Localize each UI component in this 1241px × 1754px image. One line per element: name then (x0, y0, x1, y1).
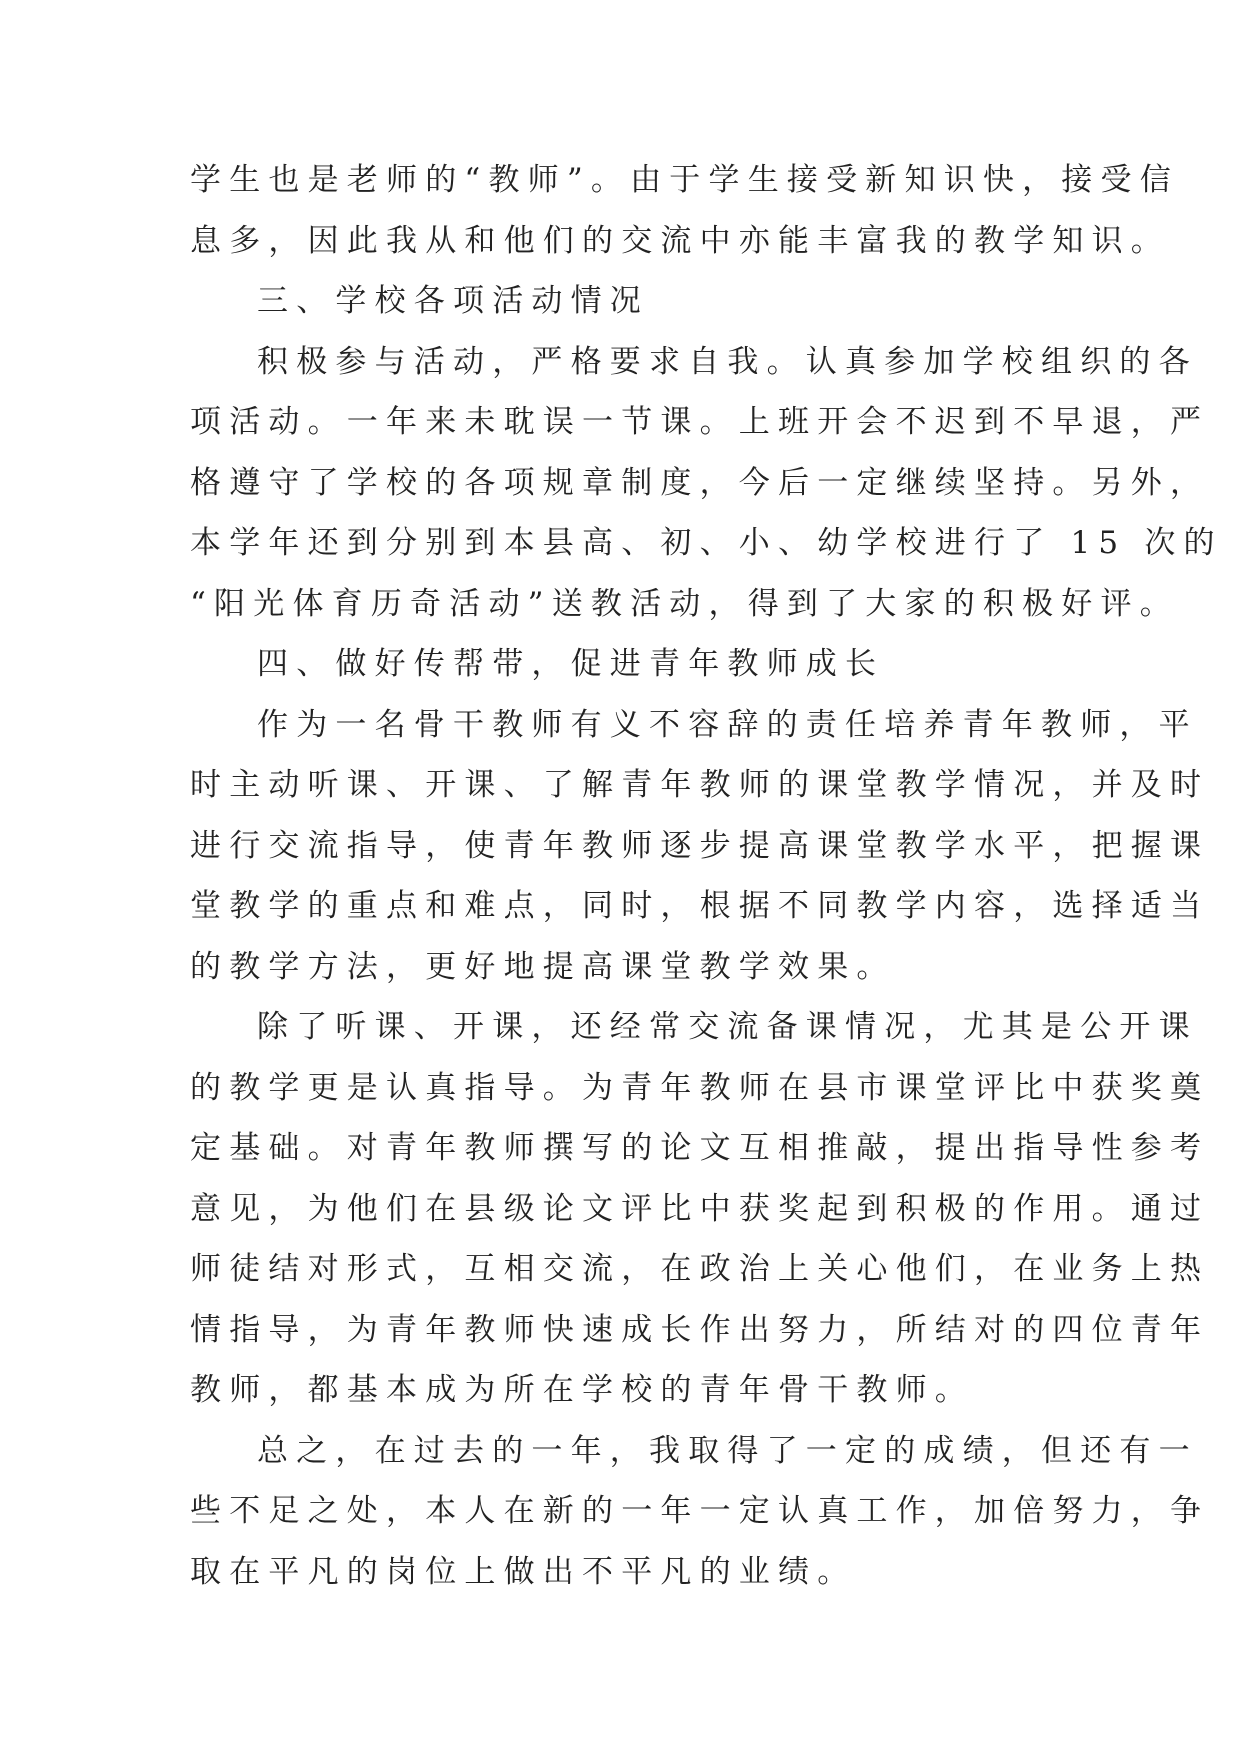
text-line: 总之，在过去的一年，我取得了一定的成绩，但还有一 (257, 1432, 1198, 1469)
text-line: 时主动听课、开课、了解青年教师的课堂教学情况，并及时 (190, 767, 1210, 803)
text-line: 堂教学的重点和难点，同时，根据不同教学内容，选择适当 (190, 888, 1210, 924)
text-line: 格遵守了学校的各项规章制度，今后一定继续坚持。另外， (190, 464, 1210, 501)
text-line: 情指导，为青年教师快速成长作出努力，所结对的四位青年 (190, 1311, 1210, 1348)
text-line: 息多，因此我从和他们的交流中亦能丰富我的教学知识。 (190, 222, 1170, 259)
text-line: 取在平凡的岗位上做出不平凡的业绩。 (190, 1553, 857, 1590)
text-line: 作为一名骨干教师有义不容辞的责任培养青年教师，平 (257, 706, 1198, 743)
text-line: 教师，都基本成为所在学校的青年骨干教师。 (190, 1372, 974, 1408)
text-line: 积极参与活动，严格要求自我。认真参加学校组织的各 (257, 343, 1198, 380)
text-line: “阳光体育历奇活动”送教活动，得到了大家的积极好评。 (190, 585, 1179, 622)
section-heading: 四、做好传帮带，促进青年教师成长 (257, 646, 885, 682)
text-line: 定基础。对青年教师撰写的论文互相推敲，提出指导性参考 (190, 1130, 1210, 1166)
text-line: 意见，为他们在县级论文评比中获奖起到积极的作用。通过 (190, 1190, 1210, 1227)
text-line: 些不足之处，本人在新的一年一定认真工作，加倍努力，争 (190, 1493, 1210, 1529)
text-line: 除了听课、开课，还经常交流备课情况，尤其是公开课 (257, 1009, 1198, 1045)
text-line: 的教学方法，更好地提高课堂教学效果。 (190, 948, 896, 985)
document-body (190, 150, 1223, 1602)
section-heading: 三、学校各项活动情况 (257, 283, 649, 319)
text-line: 进行交流指导，使青年教师逐步提高课堂教学水平，把握课 (190, 827, 1210, 864)
text-line: 项活动。一年来未耽误一节课。上班开会不迟到不早退，严 (190, 404, 1210, 440)
text-line: 学生也是老师的“教师”。由于学生接受新知识快，接受信 (190, 162, 1179, 198)
text-line: 本学年还到分别到本县高、初、小、幼学校进行了 15 次的 (190, 525, 1223, 561)
text-line: 的教学更是认真指导。为青年教师在县市课堂评比中获奖奠 (190, 1069, 1210, 1106)
text-line: 师徒结对形式，互相交流，在政治上关心他们，在业务上热 (190, 1251, 1210, 1287)
